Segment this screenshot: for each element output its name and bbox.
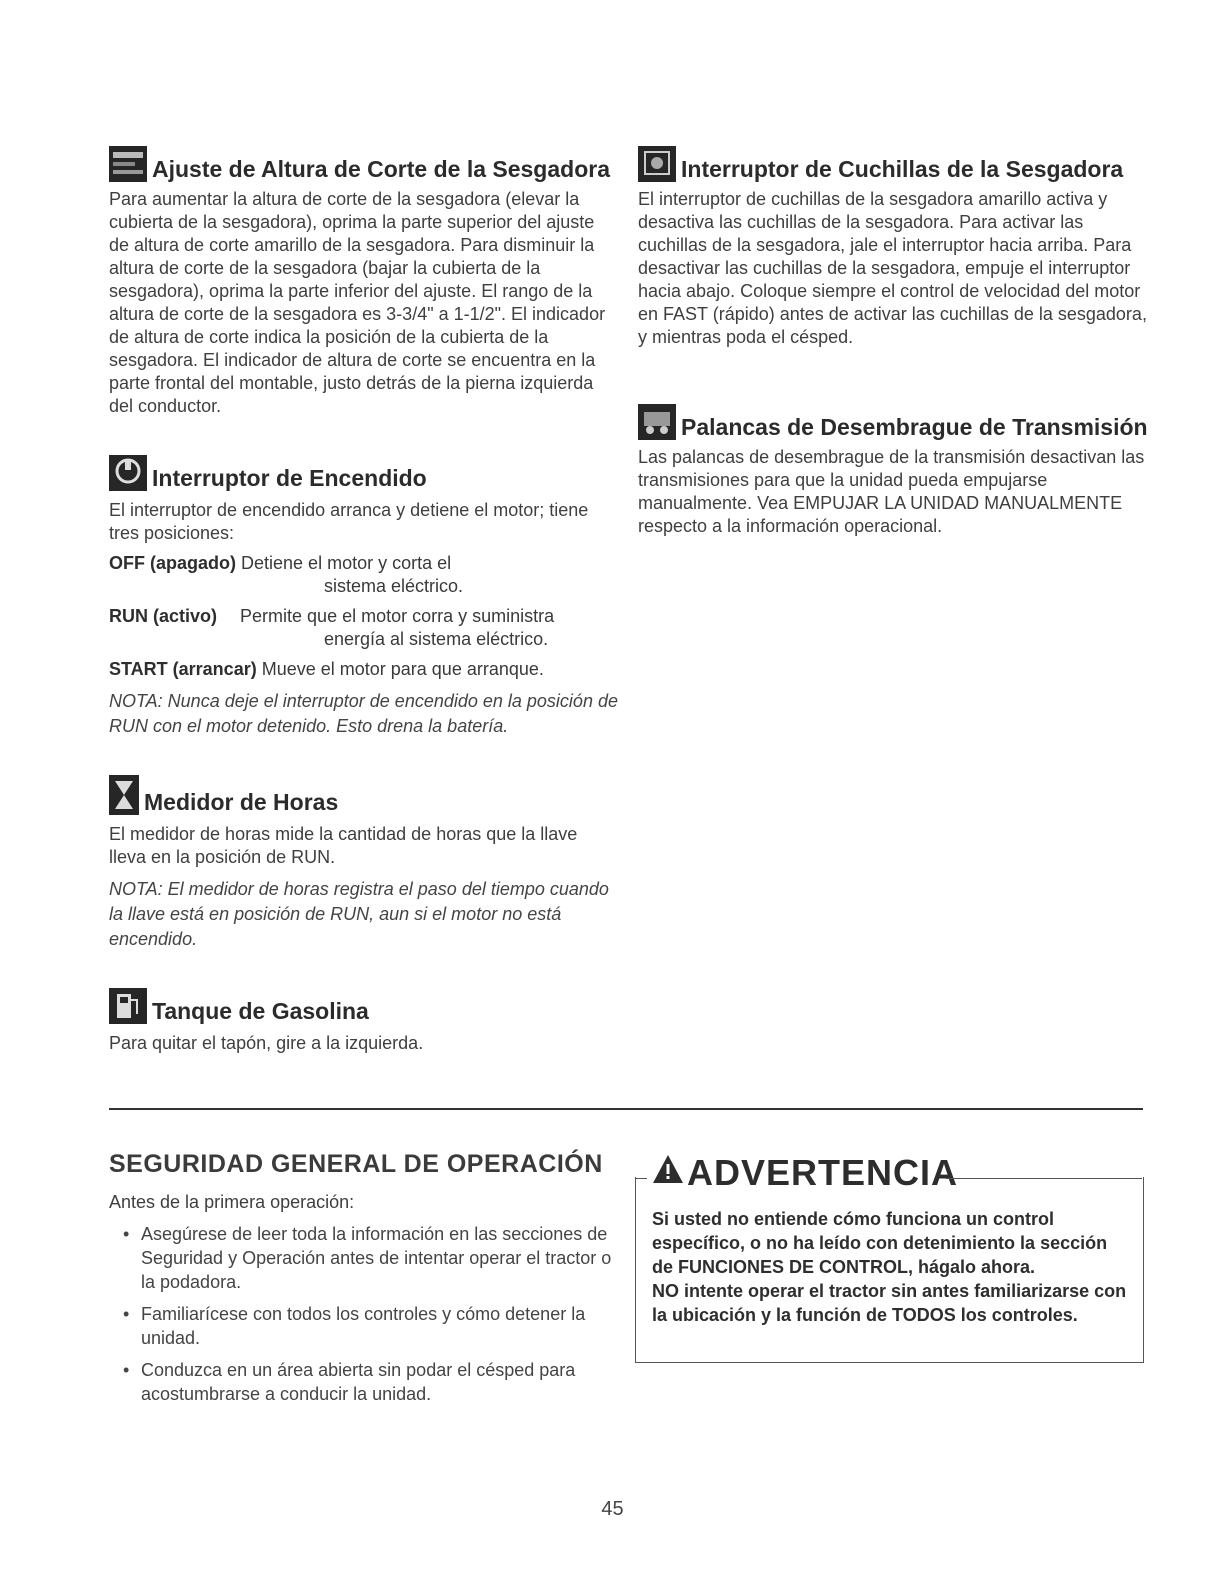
section-body: El medidor de horas mide la cantidad de horas que la llave lleva en la posición de RUN. [109,824,578,867]
list-item: • Familiarícese con todos los controles y cómo detener la unidad. [109,1302,619,1350]
mower-height-icon [109,146,147,182]
warning-text [652,1207,1132,1327]
term-label: RUN (activo) [109,606,218,626]
seguridad-list [109,1222,619,1406]
term-label: OFF (apagado) [109,553,236,573]
hourglass-icon [109,775,139,815]
seguridad-intro: Antes de la primera operación: [109,1192,355,1212]
section-title: Tanque de Gasolina [152,998,369,1024]
section-ajuste-altura [109,146,619,418]
section-medidor-title [109,775,619,815]
section-palancas-desembrague [638,404,1148,538]
section-seguridad [109,1150,619,1406]
term-label: START (arrancar) [109,659,257,679]
section-body: Para quitar el tapón, gire a la izquierda. [109,1033,424,1053]
section-palancas-title [638,404,1148,440]
term-def: Permite que el motor corra y suministra [240,606,555,626]
term-def: Mueve el motor para que arranque. [261,659,544,679]
section-title: Interruptor de Encendido [152,465,427,491]
section-intro: El interruptor de encendido arranca y detiene el motor; tiene tres posiciones: [109,500,589,543]
warning-line-2: NO intente operar el tractor sin antes familiarizarse con la ubicación y la función de TODOS los controles. [652,1281,1127,1325]
list-item: • Asegúrese de leer toda la información en las secciones de Seguridad y Operación antes de intentar operar el tractor o la podadora. [109,1222,619,1294]
section-body: Las palancas de desembrague de la transmisión desactivan las transmisiones para que la unidad pueda empujarse manualmente. Vea EMPUJAR LA UNIDAD MANUALMENTE respecto a la información operacional. [638,447,1145,536]
warning-title-text: ADVERTENCIA [687,1152,959,1193]
section-tanque-title [109,988,619,1024]
section-body: Para aumentar la altura de corte de la sesgadora (elevar la cubierta de la sesgadora), oprima la parte superior del ajuste de altura de corte amarillo de la sesgadora. Para disminuir la altura de corte de la sesgadora (bajar la cubierta de la sesgadora), oprima la parte inferior del ajuste. El rango de la altura de corte de la sesgadora es 3-3/4" a 1-1/2". El indicador de altura de corte indica la posición de la cubierta de la sesgadora. El indicador de altura de corte se encuentra en la parte frontal del montable, justo detrás de la pierna izquierda del conductor. [109,189,606,416]
position-off [109,552,619,598]
ignition-switch-icon [109,455,147,491]
position-start [109,658,619,681]
section-encendido-title [109,455,619,491]
section-note: NOTA: Nunca deje el interruptor de encendido en la posición de RUN con el motor detenido. Esto drena la batería. [109,691,618,736]
fuel-pump-icon [109,988,147,1024]
transmission-release-icon [638,404,676,440]
term-def-cont: energía al sistema eléctrico. [324,629,549,649]
section-title: Ajuste de Altura de Corte de la Sesgadora [152,156,610,182]
page-number: 45 [601,1498,624,1520]
list-item: • Conduzca en un área abierta sin podar el césped para acostumbrarse a conducir la unidad. [109,1358,619,1406]
blade-switch-icon [638,146,676,182]
section-cuchillas-title [638,146,1148,182]
term-def: Detiene el motor y corta el [241,553,452,573]
section-divider [109,1108,1143,1110]
section-note: NOTA: El medidor de horas registra el paso del tiempo cuando la llave está en posición de RUN, aun si el motor no está encendido. [109,879,609,949]
seguridad-title: SEGURIDAD GENERAL DE OPERACIÓN [109,1150,603,1178]
section-title: Medidor de Horas [144,789,339,815]
section-interruptor-encendido [109,455,619,739]
section-title: Interruptor de Cuchillas de la Sesgadora [681,156,1124,182]
section-title: Palancas de Desembrague de Transmisión [681,414,1148,440]
position-run [109,605,619,651]
term-def-cont: sistema eléctrico. [324,576,464,596]
warning-line-1: Si usted no entiende cómo funciona un control específico, o no ha leído con detenimiento la sección de FUNCIONES DE CONTROL, hágalo ahora. [652,1209,1108,1277]
section-ajuste-title [109,146,619,182]
section-body: El interruptor de cuchillas de la sesgadora amarillo activa y desactiva las cuchillas de la sesgadora. Para activar las cuchillas de la sesgadora, jale el interruptor hacia arriba. Para desactivar las cuchillas de la sesgadora, empuje el interruptor hacia abajo. Coloque siempre el control de velocidad del motor en FAST (rápido) antes de activar las cuchillas de la sesgadora, y mientras poda el césped. [638,189,1147,347]
section-medidor-horas [109,775,619,952]
section-interruptor-cuchillas [638,146,1148,349]
section-tanque-gasolina [109,988,619,1055]
